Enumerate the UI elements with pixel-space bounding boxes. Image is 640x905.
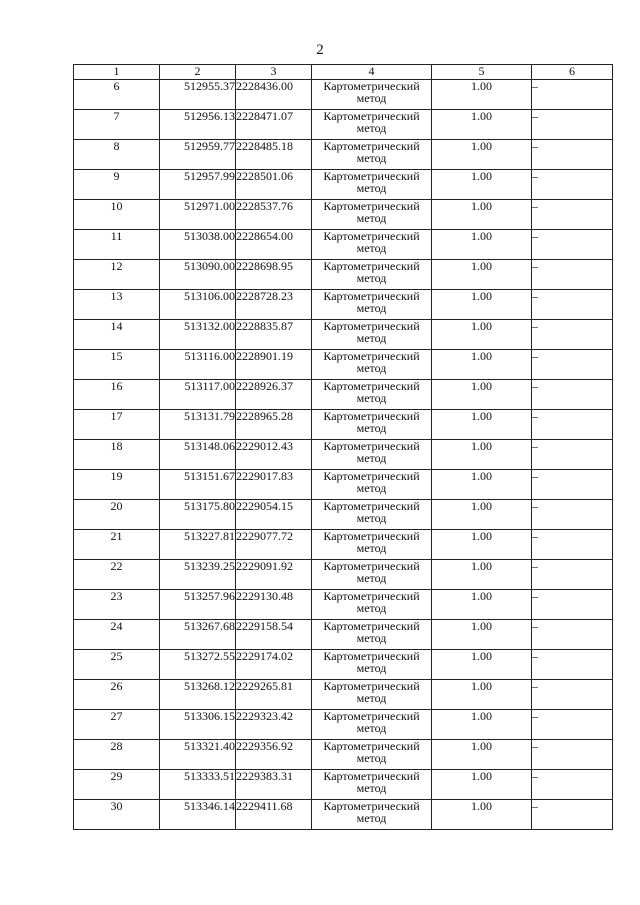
method-cell: Картометрический метод [312,350,432,380]
accuracy-cell: 1.00 [432,170,532,200]
y-coordinate-cell: 2229265.81 [236,680,312,710]
header-col-1: 1 [74,65,160,80]
x-coordinate-cell: 513106.00 [160,290,236,320]
accuracy-cell: 1.00 [432,710,532,740]
accuracy-cell: 1.00 [432,290,532,320]
x-coordinate-cell: 513333.51 [160,770,236,800]
table-row [74,140,613,170]
table-row [74,470,613,500]
table-row [74,530,613,560]
accuracy-cell: 1.00 [432,410,532,440]
x-coordinate-cell: 512971.00 [160,200,236,230]
y-coordinate-cell: 2228501.06 [236,170,312,200]
method-cell: Картометрический метод [312,620,432,650]
table-row [74,560,613,590]
method-cell: Картометрический метод [312,710,432,740]
x-coordinate-cell: 513239.25 [160,560,236,590]
table-row [74,680,613,710]
y-coordinate-cell: 2228965.28 [236,410,312,440]
method-cell: Картометрический метод [312,530,432,560]
point-number-cell: 6 [74,80,160,110]
table-row [74,590,613,620]
x-coordinate-cell: 513257.96 [160,590,236,620]
note-cell: – [532,140,613,170]
note-cell: – [532,530,613,560]
table-row [74,320,613,350]
y-coordinate-cell: 2229054.15 [236,500,312,530]
note-cell: – [532,440,613,470]
x-coordinate-cell: 513267.68 [160,620,236,650]
point-number-cell: 22 [74,560,160,590]
table-row [74,260,613,290]
method-cell: Картометрический метод [312,260,432,290]
method-cell: Картометрический метод [312,470,432,500]
y-coordinate-cell: 2229383.31 [236,770,312,800]
y-coordinate-cell: 2228901.19 [236,350,312,380]
table-row [74,110,613,140]
method-cell: Картометрический метод [312,290,432,320]
point-number-cell: 29 [74,770,160,800]
method-cell: Картометрический метод [312,440,432,470]
method-cell: Картометрический метод [312,410,432,440]
point-number-cell: 9 [74,170,160,200]
table-row [74,290,613,320]
method-cell: Картометрический метод [312,560,432,590]
x-coordinate-cell: 512959.77 [160,140,236,170]
point-number-cell: 30 [74,800,160,830]
table-row [74,350,613,380]
header-col-2: 2 [160,65,236,80]
table-row [74,620,613,650]
note-cell: – [532,710,613,740]
x-coordinate-cell: 513227.81 [160,530,236,560]
note-cell: – [532,110,613,140]
accuracy-cell: 1.00 [432,80,532,110]
point-number-cell: 27 [74,710,160,740]
note-cell: – [532,770,613,800]
accuracy-cell: 1.00 [432,530,532,560]
x-coordinate-cell: 513321.40 [160,740,236,770]
point-number-cell: 28 [74,740,160,770]
point-number-cell: 26 [74,680,160,710]
note-cell: – [532,230,613,260]
page-number: 2 [316,42,324,58]
note-cell: – [532,620,613,650]
x-coordinate-cell: 513151.67 [160,470,236,500]
accuracy-cell: 1.00 [432,350,532,380]
note-cell: – [532,500,613,530]
y-coordinate-cell: 2229356.92 [236,740,312,770]
y-coordinate-cell: 2229077.72 [236,530,312,560]
accuracy-cell: 1.00 [432,650,532,680]
table-row [74,80,613,110]
x-coordinate-cell: 513117.00 [160,380,236,410]
note-cell: – [532,410,613,440]
method-cell: Картометрический метод [312,800,432,830]
table-row [74,710,613,740]
y-coordinate-cell: 2228485.18 [236,140,312,170]
accuracy-cell: 1.00 [432,470,532,500]
point-number-cell: 13 [74,290,160,320]
header-col-3: 3 [236,65,312,80]
y-coordinate-cell: 2228654.00 [236,230,312,260]
note-cell: – [532,470,613,500]
note-cell: – [532,290,613,320]
y-coordinate-cell: 2229012.43 [236,440,312,470]
note-cell: – [532,800,613,830]
point-number-cell: 24 [74,620,160,650]
table-row [74,500,613,530]
header-col-4: 4 [312,65,432,80]
x-coordinate-cell: 513116.00 [160,350,236,380]
note-cell: – [532,350,613,380]
accuracy-cell: 1.00 [432,110,532,140]
note-cell: – [532,380,613,410]
note-cell: – [532,260,613,290]
y-coordinate-cell: 2229091.92 [236,560,312,590]
x-coordinate-cell: 513132.00 [160,320,236,350]
note-cell: – [532,590,613,620]
point-number-cell: 17 [74,410,160,440]
y-coordinate-cell: 2229411.68 [236,800,312,830]
x-coordinate-cell: 513131.79 [160,410,236,440]
x-coordinate-cell: 513272.55 [160,650,236,680]
point-number-cell: 20 [74,500,160,530]
accuracy-cell: 1.00 [432,380,532,410]
table-row [74,200,613,230]
table-header [74,65,613,80]
method-cell: Картометрический метод [312,500,432,530]
y-coordinate-cell: 2228835.87 [236,320,312,350]
table-row [74,230,613,260]
y-coordinate-cell: 2228471.07 [236,110,312,140]
point-number-cell: 8 [74,140,160,170]
point-number-cell: 10 [74,200,160,230]
accuracy-cell: 1.00 [432,800,532,830]
accuracy-cell: 1.00 [432,740,532,770]
table-row [74,800,613,830]
note-cell: – [532,170,613,200]
x-coordinate-cell: 513306.15 [160,710,236,740]
y-coordinate-cell: 2229323.42 [236,710,312,740]
point-number-cell: 25 [74,650,160,680]
method-cell: Картометрический метод [312,770,432,800]
note-cell: – [532,560,613,590]
method-cell: Картометрический метод [312,380,432,410]
accuracy-cell: 1.00 [432,560,532,590]
point-number-cell: 21 [74,530,160,560]
accuracy-cell: 1.00 [432,620,532,650]
point-number-cell: 12 [74,260,160,290]
y-coordinate-cell: 2228926.37 [236,380,312,410]
point-number-cell: 15 [74,350,160,380]
x-coordinate-cell: 513175.80 [160,500,236,530]
y-coordinate-cell: 2228537.76 [236,200,312,230]
method-cell: Картометрический метод [312,80,432,110]
method-cell: Картометрический метод [312,740,432,770]
point-number-cell: 18 [74,440,160,470]
header-col-5: 5 [432,65,532,80]
accuracy-cell: 1.00 [432,500,532,530]
table-row [74,770,613,800]
note-cell: – [532,740,613,770]
note-cell: – [532,200,613,230]
accuracy-cell: 1.00 [432,140,532,170]
method-cell: Картометрический метод [312,230,432,260]
method-cell: Картометрический метод [312,590,432,620]
y-coordinate-cell: 2229174.02 [236,650,312,680]
note-cell: – [532,80,613,110]
x-coordinate-cell: 512956.13 [160,110,236,140]
y-coordinate-cell: 2228728.23 [236,290,312,320]
accuracy-cell: 1.00 [432,440,532,470]
note-cell: – [532,680,613,710]
point-number-cell: 23 [74,590,160,620]
method-cell: Картометрический метод [312,320,432,350]
coordinates-table [73,64,613,830]
x-coordinate-cell: 513346.14 [160,800,236,830]
accuracy-cell: 1.00 [432,770,532,800]
method-cell: Картометрический метод [312,650,432,680]
accuracy-cell: 1.00 [432,260,532,290]
y-coordinate-cell: 2229158.54 [236,620,312,650]
point-number-cell: 16 [74,380,160,410]
accuracy-cell: 1.00 [432,230,532,260]
method-cell: Картометрический метод [312,200,432,230]
x-coordinate-cell: 513148.06 [160,440,236,470]
x-coordinate-cell: 512955.37 [160,80,236,110]
x-coordinate-cell: 512957.99 [160,170,236,200]
table-row [74,740,613,770]
method-cell: Картометрический метод [312,140,432,170]
table-row [74,380,613,410]
note-cell: – [532,650,613,680]
y-coordinate-cell: 2228698.95 [236,260,312,290]
table-row [74,440,613,470]
x-coordinate-cell: 513038.00 [160,230,236,260]
y-coordinate-cell: 2228436.00 [236,80,312,110]
y-coordinate-cell: 2229017.83 [236,470,312,500]
table-row [74,170,613,200]
x-coordinate-cell: 513268.12 [160,680,236,710]
table-body [74,80,613,830]
note-cell: – [532,320,613,350]
header-col-6: 6 [532,65,613,80]
header-row [74,65,613,80]
accuracy-cell: 1.00 [432,200,532,230]
point-number-cell: 19 [74,470,160,500]
point-number-cell: 11 [74,230,160,260]
method-cell: Картометрический метод [312,170,432,200]
table-row [74,410,613,440]
x-coordinate-cell: 513090.00 [160,260,236,290]
accuracy-cell: 1.00 [432,590,532,620]
point-number-cell: 7 [74,110,160,140]
table-row [74,650,613,680]
accuracy-cell: 1.00 [432,320,532,350]
method-cell: Картометрический метод [312,680,432,710]
accuracy-cell: 1.00 [432,680,532,710]
y-coordinate-cell: 2229130.48 [236,590,312,620]
method-cell: Картометрический метод [312,110,432,140]
point-number-cell: 14 [74,320,160,350]
